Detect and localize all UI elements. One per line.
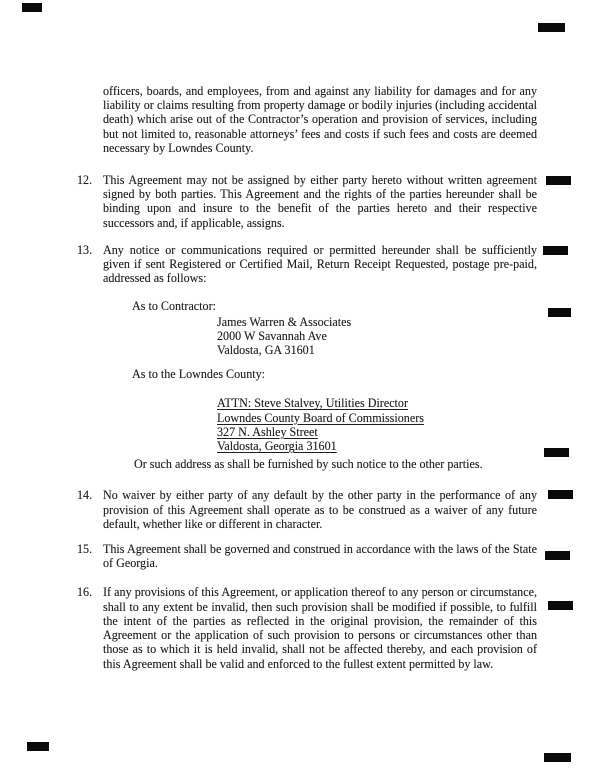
clause-14	[77, 488, 537, 531]
clause-13-text: Any notice or communications required or permitted hereunder shall be sufficiently given if sent Registered or Certified Mail, Return Receipt Requested, postage pre-paid, addressed as follows:	[103, 242, 537, 286]
scan-artifact-mark	[548, 490, 573, 499]
county-address-line: ATTN: Steve Stalvey, Utilities Director	[217, 396, 408, 411]
clause-14-number: 14.	[77, 488, 93, 503]
county-address-line: Valdosta, Georgia 31601	[217, 439, 337, 454]
contractor-address-line: 2000 W Savannah Ave	[217, 328, 327, 343]
clause-12-number: 12.	[77, 173, 93, 188]
scan-artifact-mark	[544, 448, 569, 457]
clause-15-number: 15.	[77, 542, 93, 557]
clause-16-number: 16.	[77, 585, 93, 600]
scan-artifact-mark	[548, 308, 571, 317]
clause-11-continuation-text: officers, boards, and employees, from and against any liability for damages and for any liability or claims resulting from property damage or bodily injuries (including accidental death) which arise out of the Contractor’s operation and provision of services, including but not limited to, reasonable attorneys’ fees and costs if such fees and costs are deemed necessary by Lowndes County.	[103, 84, 537, 155]
contractor-address-line: Valdosta, GA 31601	[217, 343, 315, 358]
scan-artifact-mark	[538, 23, 565, 32]
clause-14-text: No waiver by either party of any default by the other party in the performance of any provision of this Agreement shall operate as to be construed as a waiver of any future default, whether like or different in character.	[103, 488, 537, 531]
scan-artifact-mark	[543, 246, 568, 255]
clause-12-text: This Agreement may not be assigned by either party hereto without written agreement signed by both parties. This Agreement and the rights of the parties hereunder shall be binding upon and insure to the benefit of the parties hereto and their respective successors and, if applicable, assigns.	[103, 173, 537, 230]
contractor-address-label: As to Contractor:	[132, 299, 216, 314]
contractor-address-line: James Warren & Associates	[217, 314, 352, 329]
county-address-line: 327 N. Ashley Street	[217, 424, 318, 439]
county-address	[217, 396, 537, 453]
scan-artifact-mark	[545, 551, 570, 560]
scan-artifact-mark	[544, 753, 571, 762]
clause-15-text: This Agreement shall be governed and construed in accordance with the laws of the State of Georgia.	[103, 542, 537, 571]
address-fallback-note: Or such address as shall be furnished by such notice to the other parties.	[134, 457, 483, 472]
scan-artifact-mark	[22, 3, 42, 12]
clause-13	[77, 242, 537, 286]
page-body	[77, 84, 537, 671]
contractor-address	[217, 315, 537, 358]
county-address-label: As to the Lowndes County:	[132, 367, 266, 382]
county-address-line: Lowndes County Board of Commissioners	[217, 410, 424, 425]
notice-addresses-block	[103, 299, 537, 471]
scan-artifact-mark	[27, 742, 49, 751]
clause-15	[77, 542, 537, 571]
scan-artifact-mark	[546, 176, 571, 185]
scan-artifact-mark	[548, 601, 573, 610]
clause-13-number: 13.	[77, 242, 93, 257]
clause-16-text: If any provisions of this Agreement, or application thereof to any person or circumstance, shall to any extent be invalid, then such provision shall be modified if possible, to fulfill the intent of the parties as reflected in the original provision, the remainder of this Agreement or the application of such provision to persons or circumstances other than those as to which it is held invalid, shall not be affected thereby, and each provision of this Agreement shall be valid and enforced to the fullest extent permitted by law.	[103, 585, 537, 671]
clause-12	[77, 173, 537, 230]
clause-16	[77, 585, 537, 671]
